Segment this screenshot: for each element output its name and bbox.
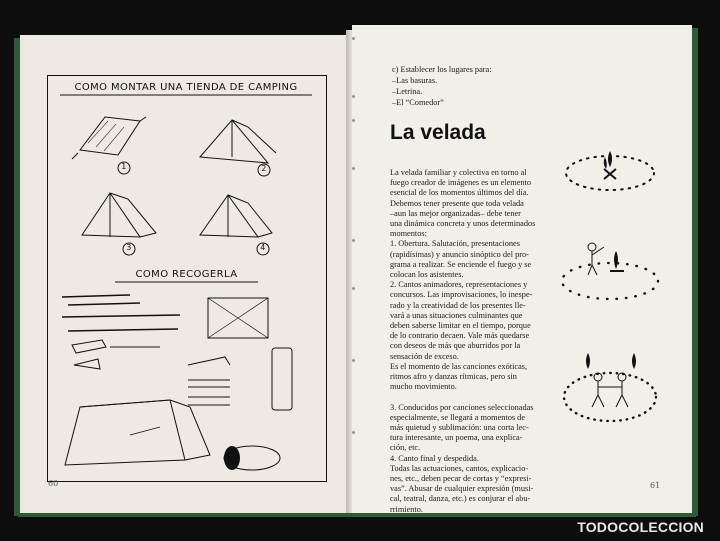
body-line: 4. Canto final y despedida. — [390, 453, 479, 463]
body-line: 2. Cantos animadores, representaciones y — [390, 280, 528, 290]
body-line: cal, teatral, danza, etc.) es conjurar el abu- — [390, 494, 531, 504]
step-number-1: 1 — [121, 162, 127, 171]
step-number-3: 3 — [126, 243, 132, 252]
body-line: –aun las mejor organizadas– debe tener — [390, 208, 521, 218]
body-line: ritmos afro y danzas rítmicas, pero sin — [390, 372, 517, 381]
intro-line: –Las basuras. — [392, 76, 438, 85]
body-line: vará a unas situaciones culminantes que — [390, 310, 523, 320]
body-line: concursos. Las improvisaciones, lo inespe- — [390, 290, 533, 300]
step-number-2: 2 — [261, 164, 267, 173]
intro-line: –Letrina. — [392, 87, 423, 96]
body-line: esencial de los momentos últimos del día. — [390, 188, 529, 198]
body-line: Debemos tener presente que toda velada — [390, 198, 524, 208]
body-line: una dinámica concreta y unos determinados — [390, 219, 536, 228]
body-line: Es el momento de las canciones exóticas, — [390, 361, 528, 371]
body-line: vas”. Abusar de cualquier expresión (musi- — [390, 484, 534, 494]
body-line: mucho movimiento. — [390, 382, 457, 392]
rolled-bag-drawing — [20, 35, 346, 513]
body-line: rrimiento. — [390, 504, 423, 513]
body-line: fuego creador de imágenes es un elemento — [390, 178, 531, 188]
body-line: de lo contrario decaen. Vale más quedarse — [390, 331, 530, 341]
body-line: 1. Obertura. Salutación, presentaciones — [390, 239, 520, 249]
left-page-number: 60 — [48, 479, 59, 488]
body-line: La velada familiar y colectiva en torno al — [390, 168, 527, 177]
left-page — [20, 35, 346, 513]
body-line: sensación de exceso. — [390, 351, 459, 361]
body-line: colocan los asistentes. — [390, 270, 464, 279]
body-line: Todas las actuaciones, cantos, explicacio- — [390, 463, 529, 473]
body-line: tura interesante, un poema, una explica- — [390, 433, 523, 443]
body-line: más quietud y sublimación: una corta lec- — [390, 423, 529, 432]
body-line: con deseos de más que aburridos por la — [390, 341, 521, 351]
body-line: especialmente, se llegará a momentos de — [390, 412, 525, 422]
tent-packing-heading: COMO RECOGERLA — [135, 269, 238, 280]
step-number-4: 4 — [260, 243, 266, 252]
campfire-circle-3 — [352, 25, 692, 513]
body-line: 3. Conducidos por canciones seleccionadas — [390, 402, 534, 412]
tent-setup-heading: COMO MONTAR UNA TIENDA DE CAMPING — [74, 82, 298, 93]
intro-line: –El “Comedor” — [392, 98, 444, 107]
watermark: TODOCOLECCION — [577, 519, 704, 535]
right-page — [352, 25, 692, 513]
body-line: nes, etc., deben pecar de cortas y “expresi- — [390, 474, 532, 483]
body-line: deben saberse limitar en el tiempo, porque — [390, 321, 531, 330]
body-line: (rapidísimas) y anuncio sinóptico del pro- — [390, 249, 529, 259]
body-line: momentos: — [390, 229, 427, 239]
body-line: grama a realizar. Se enciende el fuego y se — [390, 259, 532, 269]
right-page-number: 61 — [650, 481, 661, 490]
intro-line: c) Establecer los lugares para: — [392, 65, 492, 74]
body-line: rado y la creatividad de los presentes lle- — [390, 300, 526, 310]
body-line: ción, etc. — [390, 443, 421, 453]
section-title: La velada — [390, 121, 486, 144]
